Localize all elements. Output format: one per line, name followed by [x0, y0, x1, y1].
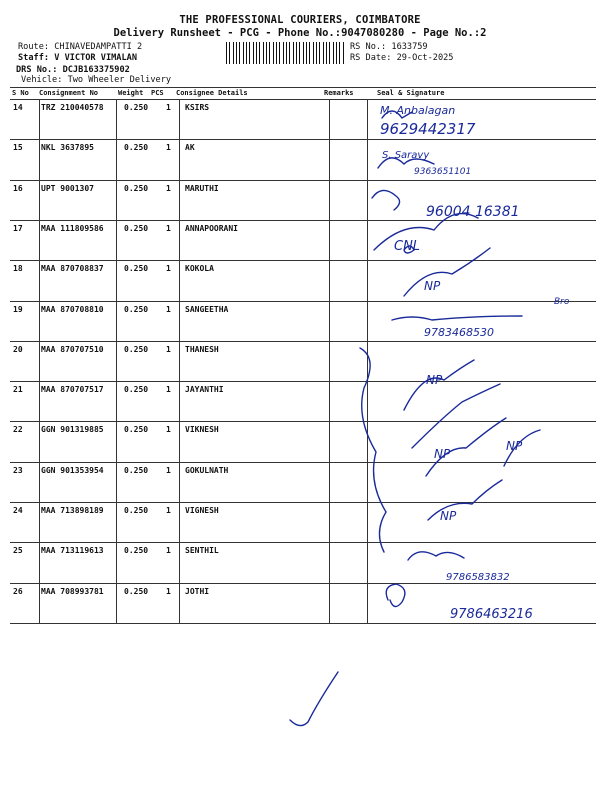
header-consignment: Consignment No	[39, 89, 99, 97]
mark-text-21: NP	[426, 373, 443, 387]
row-consignee: ANNAPOORANI	[185, 223, 238, 233]
row-pcs: 1	[166, 103, 171, 112]
row-consignee: AK	[185, 143, 195, 153]
phone-text-26: 9786463216	[450, 607, 533, 622]
row-consignment: UPT 9001307	[41, 183, 94, 193]
row-consignee: SENTHIL	[185, 546, 219, 556]
mark-text-23: NP	[506, 439, 523, 453]
row-pcs: 1	[166, 304, 171, 314]
row-consignee: THANESH	[185, 344, 219, 354]
mark-text-24: NP	[440, 509, 457, 523]
row-weight: 0.250	[124, 586, 149, 596]
row-pcs: 1	[166, 425, 171, 435]
header-pcs: PCS	[151, 89, 164, 97]
row-weight: 0.250	[124, 546, 149, 556]
header-consignee: Consignee Details	[176, 89, 248, 97]
phone-text-14: 9629442317	[380, 120, 476, 138]
phone-text-19: 9783468530	[424, 326, 494, 339]
phone-text-15: 9363651101	[414, 167, 472, 177]
row-weight: 0.250	[124, 344, 149, 354]
row-weight: 0.250	[124, 264, 149, 274]
row-consignee: JOTHI	[185, 586, 210, 596]
row-sno: 19	[13, 304, 23, 314]
row-consignee: MARUTHI	[185, 183, 219, 193]
mark-text-17: CNL	[394, 239, 421, 254]
vehicle-label: Vehicle: Two Wheeler Delivery	[21, 75, 172, 85]
row-weight: 0.250	[124, 143, 149, 153]
row-sno: 15	[13, 143, 23, 153]
row-consignment: MAA 111809586	[41, 223, 104, 233]
row-consignment: GGN 901319885	[41, 425, 104, 435]
row-pcs: 1	[166, 465, 171, 475]
row-sno: 23	[13, 465, 23, 475]
signature-text-14: M. Anbalagan	[380, 104, 456, 117]
row-consignee: SANGEETHA	[185, 304, 229, 314]
note-text-19: Bro	[554, 297, 570, 307]
row-weight: 0.250	[124, 465, 149, 475]
row-consignment: MAA 870708810	[41, 304, 104, 314]
table-header	[10, 87, 596, 99]
header-sno: S No	[12, 89, 29, 97]
row-sno: 24	[13, 506, 23, 515]
row-consignment: MAA 713898189	[41, 506, 104, 515]
row-consignment: MAA 870707510	[41, 344, 104, 354]
row-consignment: NKL 3637895	[41, 143, 94, 153]
header-seal: Seal & Signature	[377, 89, 445, 97]
row-consignment: MAA 870708837	[41, 264, 104, 274]
row-sno: 25	[13, 546, 23, 556]
row-consignee: GOKULNATH	[185, 465, 229, 475]
staff-label: Staff: V VICTOR VIMALAN	[18, 53, 137, 63]
row-sno: 21	[13, 385, 23, 395]
signature-text-15: S. Saravy	[382, 150, 430, 161]
row-weight: 0.250	[124, 425, 149, 435]
phone-text-16: 96004 16381	[426, 204, 520, 220]
row-consignment: GGN 901353954	[41, 465, 104, 475]
row-consignment: MAA 708993781	[41, 586, 104, 596]
row-weight: 0.250	[124, 223, 149, 233]
row-consignee: VIGNESH	[185, 506, 219, 515]
rs-number: RS No.: 1633759	[350, 42, 428, 52]
route-label: Route: CHINAVEDAMPATTI 2	[18, 42, 143, 52]
runsheet-subtitle: Delivery Runsheet - PCG - Phone No.:9047080280 - Page No.:2	[113, 27, 487, 39]
row-pcs: 1	[166, 264, 171, 274]
row-pcs: 1	[166, 506, 171, 515]
row-sno: 18	[13, 264, 23, 274]
row-consignee: KSIRS	[185, 103, 210, 112]
row-sno: 16	[13, 183, 23, 193]
drs-number: DRS No.: DCJB163375902	[16, 65, 130, 75]
mark-text-22: NP	[434, 447, 451, 461]
mark-text-18: NP	[424, 279, 441, 293]
row-pcs: 1	[166, 546, 171, 556]
row-weight: 0.250	[124, 103, 149, 112]
header-remarks: Remarks	[324, 89, 354, 97]
rs-date: RS Date: 29-Oct-2025	[350, 53, 454, 63]
row-weight: 0.250	[124, 506, 149, 515]
row-pcs: 1	[166, 586, 171, 596]
row-consignee: KOKOLA	[185, 264, 214, 274]
row-sno: 20	[13, 344, 23, 354]
company-title: THE PROFESSIONAL COURIERS, COIMBATORE	[179, 14, 421, 26]
row-pcs: 1	[166, 183, 171, 193]
row-sno: 26	[13, 586, 23, 596]
row-consignment: TRZ 210040578	[41, 103, 104, 112]
row-pcs: 1	[166, 143, 171, 153]
row-consignee: VIKNESH	[185, 425, 219, 435]
row-weight: 0.250	[124, 183, 149, 193]
barcode	[226, 42, 346, 64]
row-pcs: 1	[166, 223, 171, 233]
row-sno: 17	[13, 223, 23, 233]
row-weight: 0.250	[124, 385, 149, 395]
row-sno: 14	[13, 103, 23, 112]
row-pcs: 1	[166, 344, 171, 354]
row-consignment: MAA 870707517	[41, 385, 104, 395]
row-weight: 0.250	[124, 304, 149, 314]
row-consignee: JAYANTHI	[185, 385, 224, 395]
header-weight: Weight	[118, 89, 144, 97]
row-pcs: 1	[166, 385, 171, 395]
row-consignment: MAA 713119613	[41, 546, 104, 556]
phone-text-25: 9786583832	[446, 572, 510, 583]
row-sno: 22	[13, 425, 23, 435]
